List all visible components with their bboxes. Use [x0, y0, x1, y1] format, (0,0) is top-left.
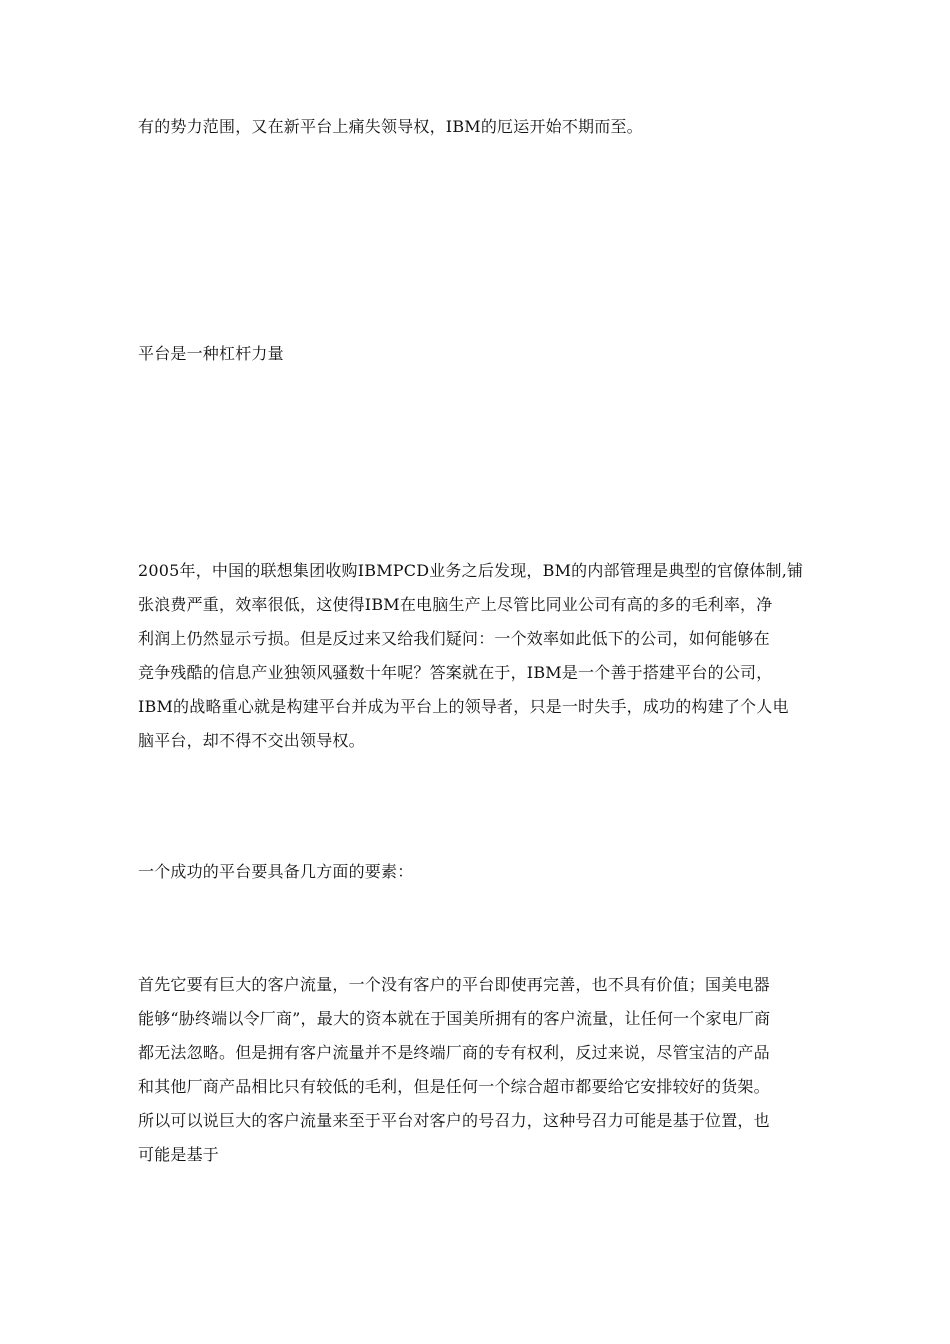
section-heading-platform-leverage: 平台是一种杠杆力量: [138, 344, 284, 363]
paragraph-ibm-decline: 有的势力范围，又在新平台上痛失领导权，IBM的厄运开始不期而至。: [138, 117, 643, 136]
paragraph-lenovo-ibm: 2005年，中国的联想集团收购IBMPCD业务之后发现，BM的内部管理是典型的官僚体制,铺 张浪费严重，效率很低，这使得IBM在电脑生产上尽管比同业公司有高的多的毛利率，净 利润上仍然显示亏损。但是反过来又给我们疑问：一个效率如此低下的公司，如何能够在 竞争残酷的信息产业独领风骚数十年呢？答案就在于，IBM是一个善于搭建平台的公司， IBM的战略重心就是构建平台并成为平台上的领导者，只是一时失手，成功的构建了个人电 脑平台，却不得不交出领导权。: [138, 561, 804, 750]
paragraph-platform-elements-intro: 一个成功的平台要具备几方面的要素：: [138, 862, 414, 881]
paragraph-customer-traffic: 首先它要有巨大的客户流量，一个没有客户的平台即使再完善，也不具有价值；国美电器 能够“胁终端以令厂商”，最大的资本就在于国美所拥有的客户流量，让任何一个家电厂商 都无法忽略。但是拥有客户流量并不是终端厂商的专有权利，反过来说，尽管宝洁的产品 和其他厂商产品相比只有较低的毛利，但是任何一个综合超市都要给它安排较好的货架。 所以可以说巨大的客户流量来至于平台对客户的号召力，这种号召力可能是基于位置，也 可能是基于: [138, 975, 771, 1164]
